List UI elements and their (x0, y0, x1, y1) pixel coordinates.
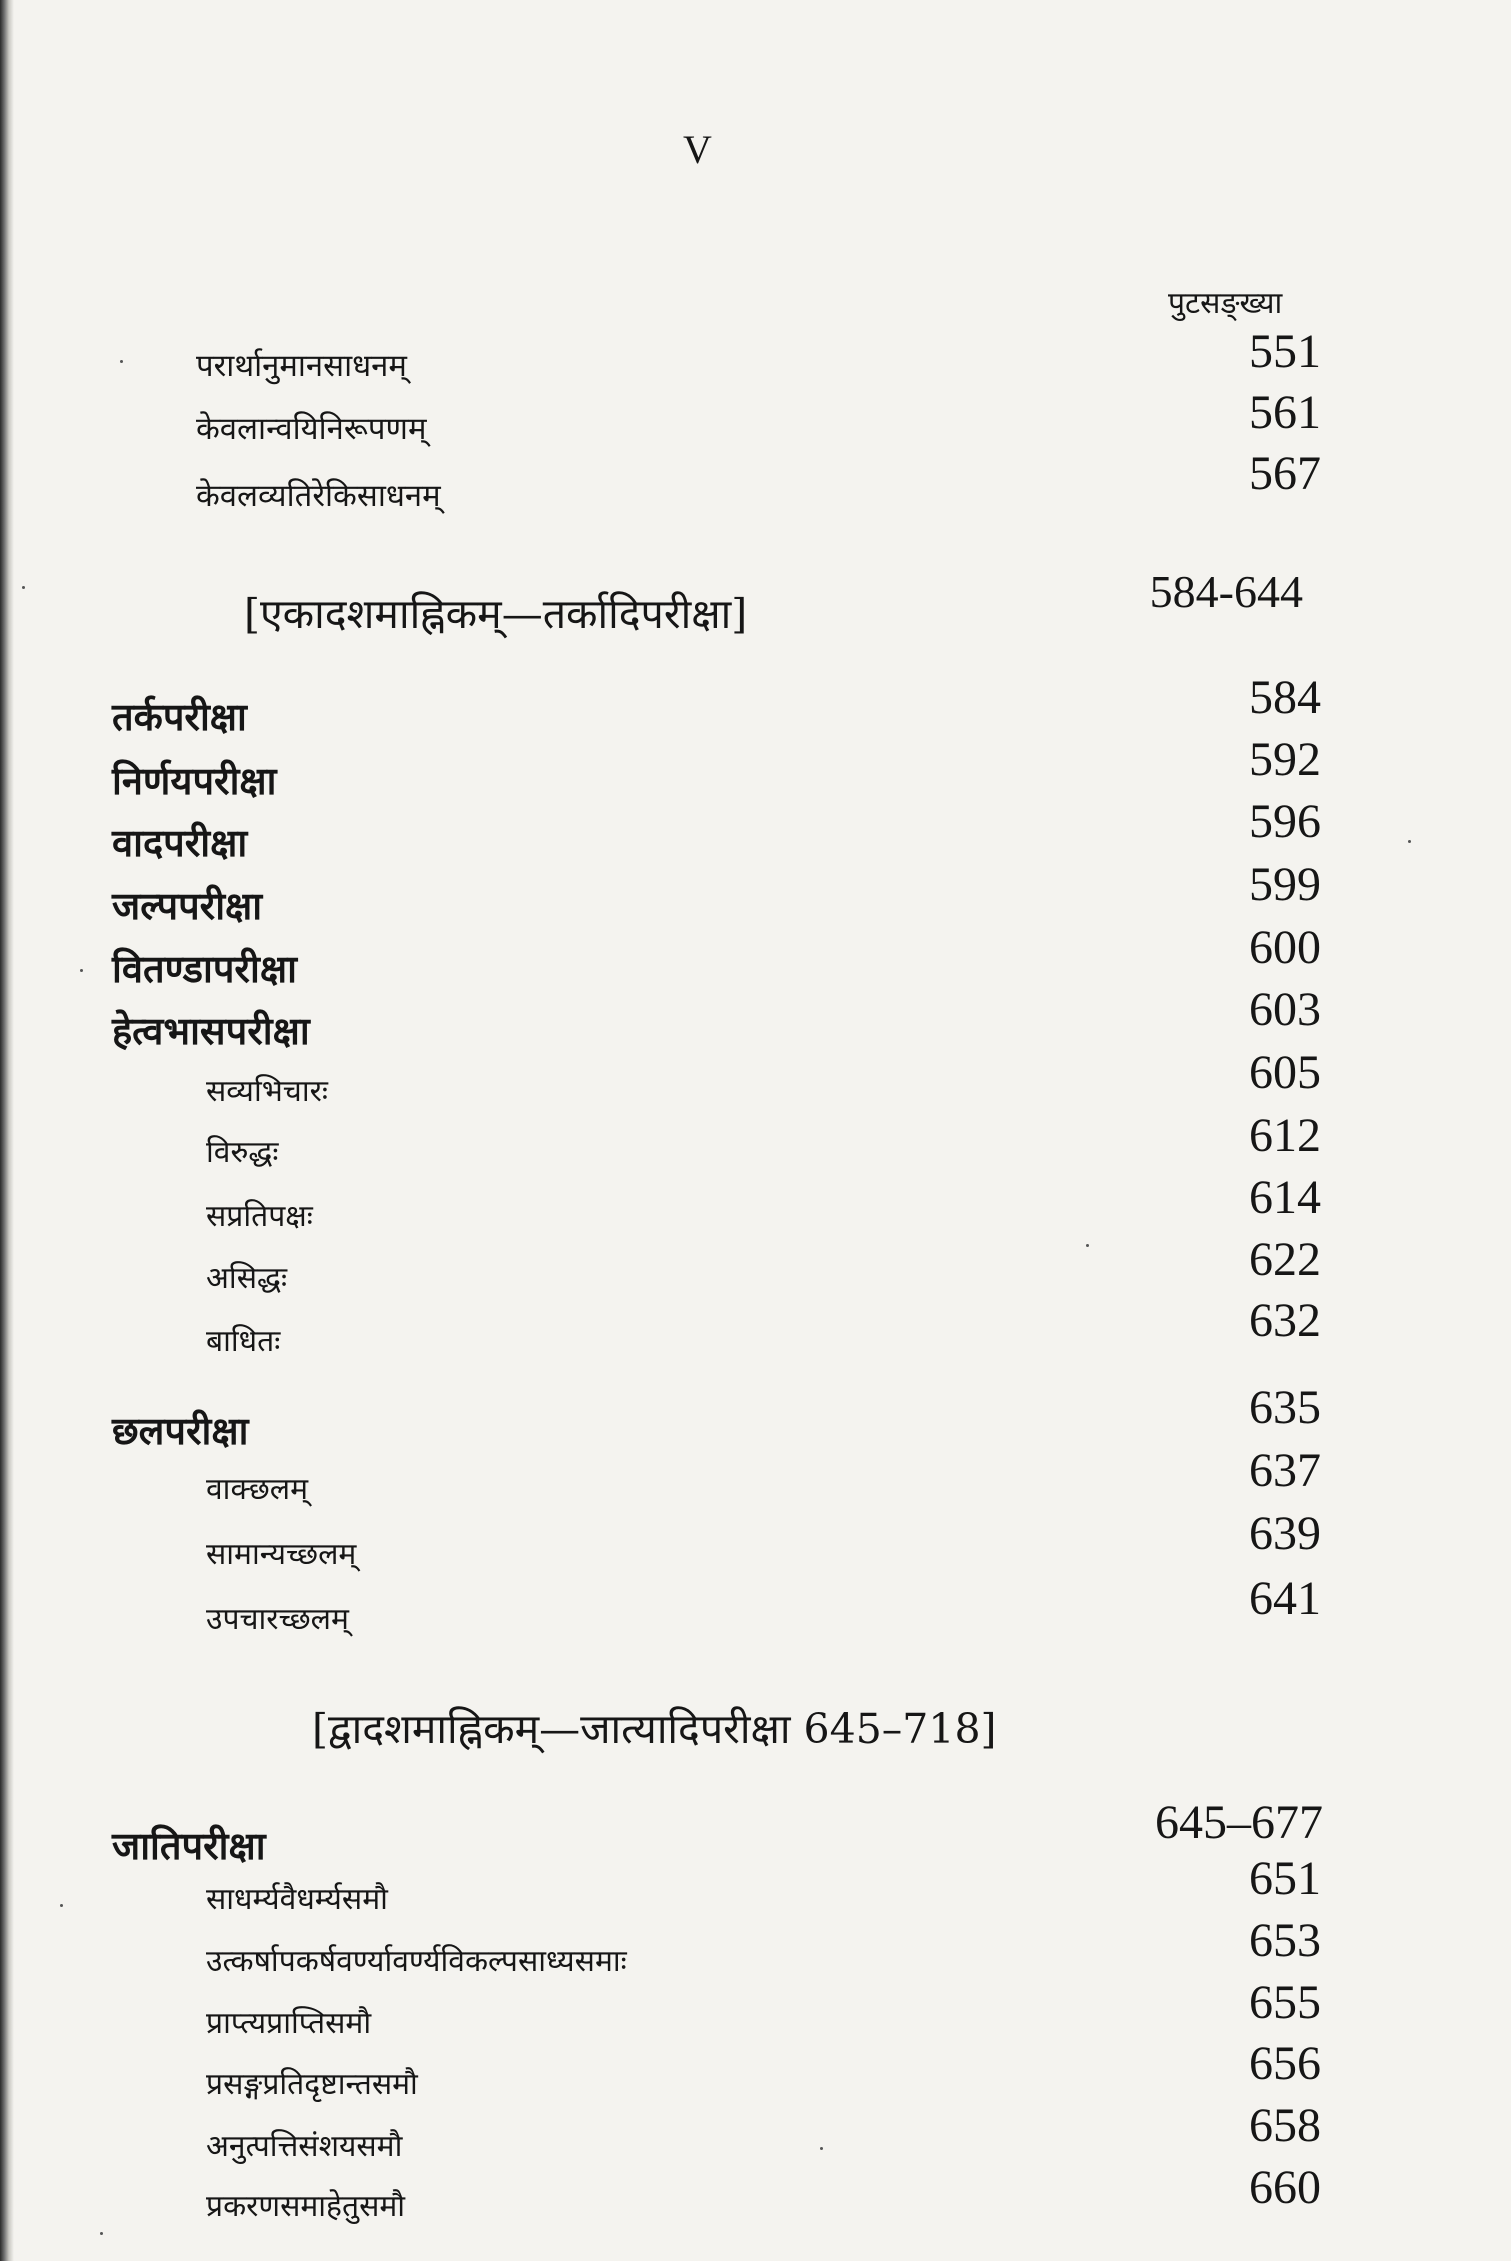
toc-entry-label: वितण्डापरीक्षा (112, 946, 297, 991)
toc-section-page-range: 584-644 (1149, 566, 1303, 617)
toc-entry-label: प्रकरणसमाहेतुसमौ (206, 2189, 406, 2224)
toc-entry-label: जल्पपरीक्षा (112, 883, 263, 928)
toc-entry-label: साधर्म्यवैधर्म्यसमौ (206, 1882, 388, 1917)
toc-entry-label: जातिपरीक्षा (112, 1823, 266, 1868)
toc-entry-page: 599 (1249, 858, 1321, 911)
scan-speck (1408, 840, 1411, 843)
toc-entry-label: निर्णयपरीक्षा (112, 758, 277, 803)
toc-entry-label: तर्कपरीक्षा (112, 694, 247, 739)
toc-entry-page: 660 (1249, 2161, 1321, 2214)
toc-entry-label: हेत्वभासपरीक्षा (112, 1008, 310, 1053)
toc-entry-page: 612 (1249, 1109, 1321, 1162)
toc-entry-page: 622 (1249, 1233, 1321, 1286)
toc-entry-label: अनुत्पत्तिसंशयसमौ (206, 2129, 403, 2164)
toc-entry-page: 614 (1249, 1171, 1321, 1224)
toc-entry-label: परार्थानुमानसाधनम् (196, 348, 407, 384)
scan-speck (100, 2232, 103, 2235)
page-number-column-heading: पुटसङ्ख्या (1168, 286, 1283, 321)
toc-entry-label: बाधितः (206, 1324, 281, 1359)
toc-entry-label: केवलान्वयिनिरूपणम् (196, 411, 427, 447)
toc-entry-label: वादपरीक्षा (112, 820, 248, 865)
toc-entry-page: 592 (1249, 733, 1321, 786)
toc-entry-label: उत्कर्षापकर्षवर्ण्यावर्ण्यविकल्पसाध्यसमाः (206, 1944, 627, 1979)
toc-section-label: [एकादशमाह्निकम्—तर्कादिपरीक्षा] (244, 590, 748, 638)
scan-speck (80, 969, 83, 972)
toc-entry-page: 656 (1249, 2037, 1321, 2090)
toc-entry-page: 584 (1249, 671, 1321, 724)
scan-speck (60, 1904, 63, 1907)
toc-entry-label: केवलव्यतिरेकिसाधनम् (196, 478, 441, 514)
toc-entry-page: 596 (1249, 795, 1321, 848)
toc-section-label: [द्वादशमाह्निकम्—जात्यादिपरीक्षा 645–718] (312, 1705, 997, 1753)
toc-entry-page: 655 (1249, 1976, 1321, 2029)
toc-entry-page: 603 (1249, 983, 1321, 1036)
toc-entry-page: 561 (1249, 386, 1321, 439)
toc-entry-page: 641 (1249, 1572, 1321, 1625)
toc-entry-page: 567 (1249, 447, 1321, 500)
toc-entry-page: 637 (1249, 1444, 1321, 1497)
toc-entry-label: सप्रतिपक्षः (206, 1199, 313, 1234)
toc-entry-page: 651 (1249, 1852, 1321, 1905)
toc-entry-page: 658 (1249, 2099, 1321, 2152)
toc-entry-label: वाक्छलम् (206, 1472, 309, 1507)
toc-entry-label: विरुद्धः (206, 1135, 279, 1170)
toc-entry-page: 551 (1249, 325, 1321, 378)
scan-speck (120, 360, 123, 363)
toc-entry-page: 635 (1249, 1381, 1321, 1434)
toc-entry-label: असिद्धः (206, 1261, 287, 1296)
toc-entry-label: प्रसङ्गप्रतिदृष्टान्तसमौ (206, 2067, 418, 2102)
toc-entry-label: छलपरीक्षा (112, 1408, 249, 1453)
scan-speck (22, 586, 25, 589)
scan-speck (820, 2147, 823, 2150)
toc-entry-page: 639 (1249, 1507, 1321, 1560)
page-folio-number: V (683, 127, 712, 172)
toc-entry-page: 632 (1249, 1294, 1321, 1347)
toc-entry-label: प्राप्त्यप्राप्तिसमौ (206, 2006, 372, 2041)
toc-entry-label: सव्यभिचारः (206, 1074, 328, 1109)
toc-entry-page: 645–677 (1155, 1796, 1323, 1849)
scan-speck (1086, 1244, 1089, 1247)
toc-entry-page: 600 (1249, 921, 1321, 974)
toc-entry-page: 605 (1249, 1046, 1321, 1099)
toc-entry-label: उपचारच्छलम् (206, 1602, 349, 1637)
toc-entry-page: 653 (1249, 1914, 1321, 1967)
page-binding-edge (0, 0, 14, 2261)
toc-entry-label: सामान्यच्छलम् (206, 1537, 357, 1572)
